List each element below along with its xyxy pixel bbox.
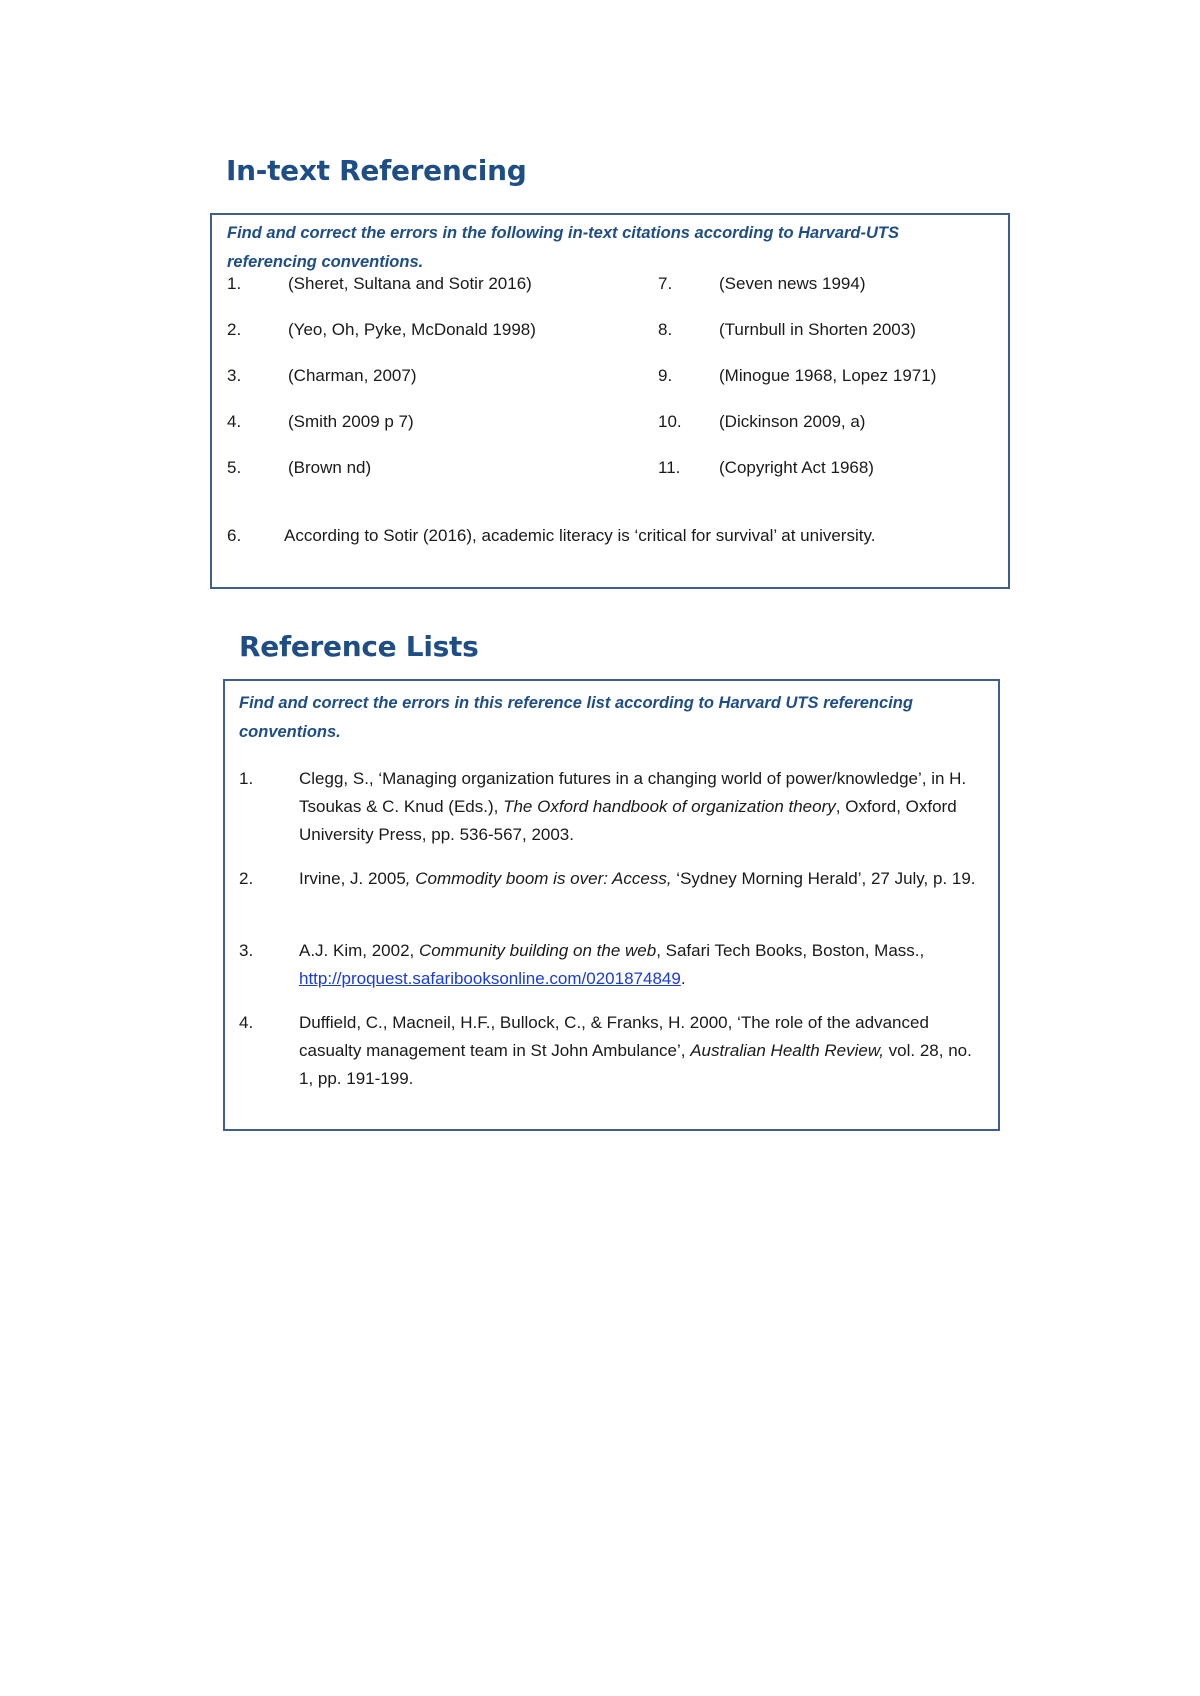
reference-url-link[interactable]: http://proquest.safaribooksonline.com/0201874849 bbox=[299, 969, 681, 988]
reference-text bbox=[299, 765, 984, 849]
reflist-instruction: Find and correct the errors in this reference list according to Harvard UTS referencing conventions. bbox=[239, 694, 913, 741]
citation-text: (Sheret, Sultana and Sotir 2016) bbox=[288, 274, 532, 293]
citation-number: 9. bbox=[658, 366, 673, 385]
reference-number: 4. bbox=[239, 1013, 254, 1032]
reference-title: Community building on the web bbox=[419, 941, 657, 960]
citation-number: 2. bbox=[227, 320, 242, 339]
reference-segment: ‘Sydney Morning Herald’, 27 July, p. 19. bbox=[671, 869, 976, 888]
reference-text bbox=[299, 1009, 984, 1093]
citation-text: (Yeo, Oh, Pyke, McDonald 1998) bbox=[288, 320, 536, 339]
citation-text: (Copyright Act 1968) bbox=[719, 458, 874, 477]
citation-text: (Minogue 1968, Lopez 1971) bbox=[719, 366, 937, 385]
reference-segment: vol. 28, no. 1, pp. 191-199. bbox=[299, 1041, 972, 1088]
reflist-heading: Reference Lists bbox=[239, 630, 479, 663]
citation-text: (Charman, 2007) bbox=[288, 366, 417, 385]
citation-number: 11. bbox=[658, 458, 681, 477]
citation-number: 4. bbox=[227, 412, 242, 431]
reference-segment: Irvine, J. 2005 bbox=[299, 869, 406, 888]
citation-number: 5. bbox=[227, 458, 242, 477]
reference-segment: Clegg, S., ‘Managing organization futures in a changing world of power/knowledge’, in H. Tsoukas & C. Knud (Eds.), bbox=[299, 769, 967, 816]
reference-segment: Duffield, C., Macneil, H.F., Bullock, C., & Franks, H. 2000, ‘The role of the advanced casualty management team in St John Ambulance’, bbox=[299, 1013, 929, 1060]
citation-text: (Smith 2009 p 7) bbox=[288, 412, 414, 431]
citation-text: (Dickinson 2009, a) bbox=[719, 412, 866, 431]
reflist-exercise-box bbox=[223, 679, 1000, 1131]
citation-number: 7. bbox=[658, 274, 673, 293]
citation-text: (Seven news 1994) bbox=[719, 274, 866, 293]
citation-text: (Brown nd) bbox=[288, 458, 372, 477]
reference-title: Australian Health Review, bbox=[690, 1041, 884, 1060]
reference-number: 3. bbox=[239, 941, 254, 960]
reference-number: 2. bbox=[239, 869, 254, 888]
intext-instruction: Find and correct the errors in the following in-text citations according to Harvard-UTS referencing conventions. bbox=[227, 224, 899, 271]
reference-segment: A.J. Kim, 2002, bbox=[299, 941, 419, 960]
intext-exercise-box bbox=[210, 213, 1010, 589]
reference-segment: . bbox=[680, 969, 686, 988]
reference-segment: , Safari Tech Books, Boston, Mass., bbox=[656, 941, 925, 960]
citation-text: (Turnbull in Shorten 2003) bbox=[719, 320, 916, 339]
reference-title: The Oxford handbook of organization theory bbox=[503, 797, 836, 816]
reference-segment: , Oxford, Oxford University Press, pp. 536-567, 2003. bbox=[299, 797, 957, 844]
citation-number: 6. bbox=[227, 526, 242, 545]
reference-number: 1. bbox=[239, 769, 254, 788]
reference-text bbox=[299, 865, 984, 893]
intext-heading: In-text Referencing bbox=[226, 154, 527, 187]
citation-number: 10. bbox=[658, 412, 682, 431]
citation-sentence-text: According to Sotir (2016), academic literacy is ‘critical for survival’ at university. bbox=[284, 526, 876, 545]
citation-number: 1. bbox=[227, 274, 242, 293]
reference-title: , Commodity boom is over: Access, bbox=[405, 869, 672, 888]
citation-sentence-item bbox=[227, 526, 876, 546]
reference-text bbox=[299, 937, 984, 993]
citation-number: 8. bbox=[658, 320, 673, 339]
citation-number: 3. bbox=[227, 366, 242, 385]
